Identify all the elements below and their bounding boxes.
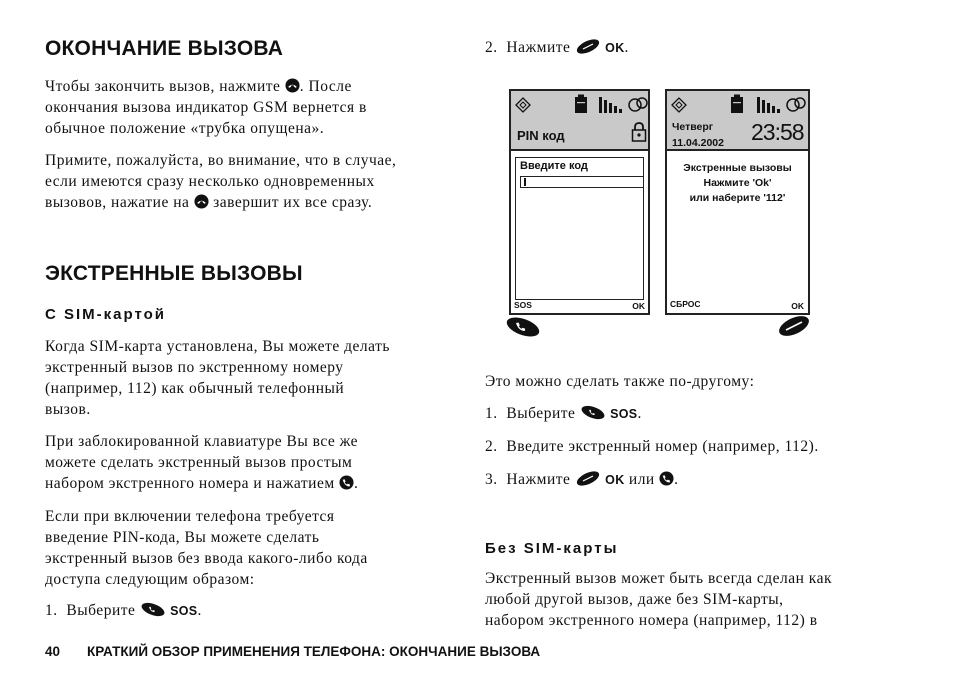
gsm-indicator-icon (669, 95, 693, 115)
battery-icon (574, 94, 588, 114)
paragraph-multiple-calls: Примите, пожалуйста, во внимание, что в случае, если имеются сразу несколько одновременных вызовов, нажатие на завершит их все сразу. (45, 152, 397, 211)
subheading-without-sim: Без SIM-карты (485, 540, 619, 557)
end-call-key-icon (194, 194, 209, 209)
lock-icon (631, 121, 647, 143)
softkey-right-label[interactable]: OK (632, 301, 645, 311)
screen-date: 11.04.2002 (672, 137, 724, 149)
gsm-indicator-icon (513, 95, 537, 115)
paragraph-locked-keypad: При заблокированной клавиатуре Вы все же можете сделать экстренный вызов простым набором экстренного номера и нажатием . (45, 433, 359, 492)
screen-title: PIN код (517, 128, 565, 143)
call-key-icon (659, 471, 674, 486)
signal-strength-icon (597, 95, 649, 115)
end-call-key-icon (285, 78, 300, 93)
call-key-icon (339, 475, 354, 490)
softkey-right-label[interactable]: OK (791, 301, 804, 311)
paragraph-without-sim: Экстренный вызов может быть всегда сделан как любой другой вызов, даже без SIM-карты, набором экстренного номера (например, 112) в (485, 570, 832, 629)
text-cursor (524, 178, 526, 186)
right-softkey-icon (575, 471, 601, 486)
section-heading-end-call: ОКОНЧАНИЕ ВЫЗОВА (45, 37, 284, 60)
step-item: 2. Нажмите OK. (485, 37, 629, 59)
screen-day: Четверг (672, 121, 714, 133)
right-softkey-button-icon (776, 313, 812, 339)
softkey-left-label[interactable]: SOS (514, 300, 532, 310)
phone-screen-emergency (665, 89, 810, 315)
step-item: 2. Введите экстренный номер (например, 112). (485, 438, 819, 455)
right-softkey-icon (575, 39, 601, 54)
step-item: 3. Нажмите OK или . (485, 469, 678, 491)
step-item: 1. Выберите SOS. (485, 405, 642, 422)
page-number: 40 (45, 644, 61, 659)
screen-clock: 23:58 (751, 119, 804, 145)
pin-input-panel (515, 157, 644, 300)
left-softkey-icon (580, 405, 606, 420)
paragraph-alternative: Это можно сделать также по-другому: (485, 373, 755, 390)
pin-input-field[interactable] (520, 176, 644, 188)
softkey-left-label[interactable]: СБРОС (670, 299, 701, 309)
phone-screen-pin (509, 89, 650, 315)
paragraph-pin-required: Если при включении телефона требуется введение PIN-кода, Вы можете сделать экстренный вызов без ввода какого-либо кода доступа следующим образом: (45, 508, 368, 588)
section-heading-emergency-calls: ЭКСТРЕННЫЕ ВЫЗОВЫ (45, 262, 303, 285)
left-softkey-icon (140, 602, 166, 617)
signal-strength-icon (755, 95, 807, 115)
subheading-with-sim: С SIM-картой (45, 306, 167, 323)
left-softkey-button-icon (504, 314, 542, 340)
paragraph-end-call: Чтобы закончить вызов, нажмите . После окончания вызова индикатор GSM вернется в обычное положение «трубка опущена». (45, 78, 367, 137)
battery-icon (730, 94, 744, 114)
running-title: КРАТКИЙ ОБЗОР ПРИМЕНЕНИЯ ТЕЛЕФОНА: ОКОНЧАНИЕ ВЫЗОВА (87, 644, 541, 659)
step-item: 1. Выберите SOS. (45, 602, 202, 619)
paragraph-with-sim: Когда SIM-карта установлена, Вы можете делать экстренный вызов по экстренному номеру (например, 112) как обычный телефонный вызов. (45, 338, 390, 418)
pin-prompt-label: Введите код (520, 160, 588, 172)
emergency-message: Экстренные вызовы Нажмите 'Ok' или наберите '112' (683, 162, 792, 204)
